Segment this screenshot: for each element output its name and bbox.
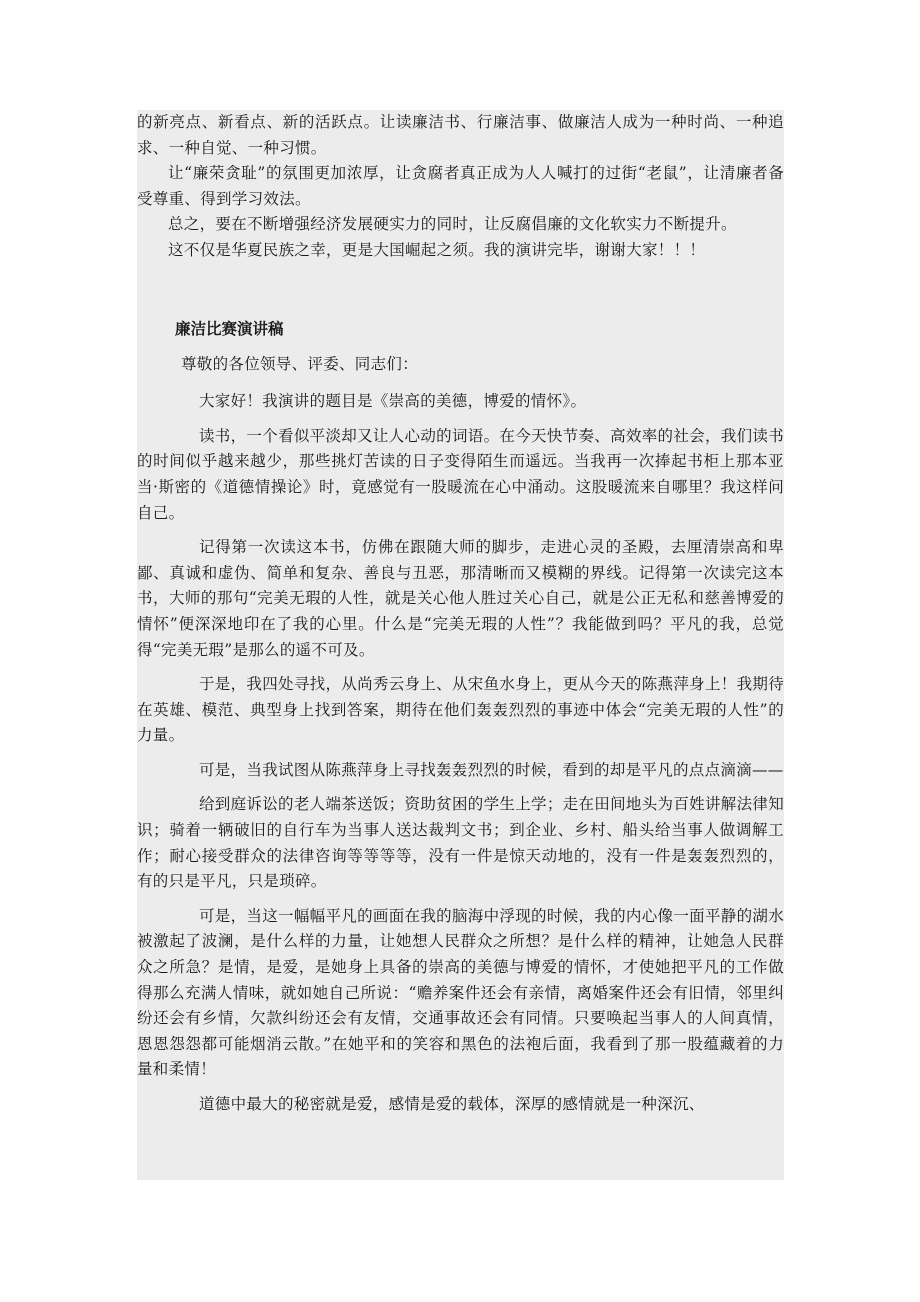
body-paragraph: 这不仅是华夏民族之幸，更是大国崛起之须。我的演讲完毕，谢谢大家！！！ <box>168 240 706 259</box>
body-paragraph: 让“廉荣贪耻”的氛围更加浓厚，让贪腐者真正成为人人喊打的过街“老鼠”，让清廉者备受尊重、得到学习效法。 <box>137 164 784 208</box>
previous-speech-ending <box>137 110 784 264</box>
body-paragraph: 道德中最大的秘密就是爱，感情是爱的载体，深厚的感情就是一种深沉、 <box>199 1095 705 1113</box>
speech-salutation: 尊敬的各位领导、评委、同志们： <box>181 354 419 373</box>
body-paragraph: 大家好！我演讲的题目是《崇高的美德，博爱的情怀》。 <box>199 392 587 411</box>
speech-title: 廉洁比赛演讲稿 <box>175 319 284 338</box>
body-paragraph: 读书，一个看似平淡却又让人心动的词语。在今天快节奏、高效率的社会，我们读书的时间似乎越来越少，那些挑灯苦读的日子变得陌生而遥远。当我再一次捧起书柜上那本亚当·斯密的《道德情操论》时，竟感觉有一股暖流在心中涌动。这股暖流来自哪里？我这样问自己。 <box>137 426 784 522</box>
body-paragraph: 于是，我四处寻找，从尚秀云身上、从宋鱼水身上，更从今天的陈燕萍身上！我期待在英雄、模范、典型身上找到答案，期待在他们轰轰烈烈的事迹中体会“完美无瑕的人性”的力量。 <box>137 675 784 745</box>
document-page <box>137 110 784 1180</box>
body-paragraph: 记得第一次读这本书，仿佛在跟随大师的脚步，走进心灵的圣殿，去厘清崇高和卑鄙、真诚和虚伪、简单和复杂、善良与丑恶，那清晰而又模糊的界线。记得第一次读完这本书，大师的那句“完美无瑕的人性，就是关心他人胜过关心自己，就是公正无私和慈善博爱的情怀”便深深地印在了我的心里。什么是“完美无瑕的人性”？我能做到吗？平凡的我，总觉得“完美无瑕”是那么的遥不可及。 <box>137 538 784 659</box>
body-paragraph: 的新亮点、新看点、新的活跃点。让读廉洁书、行廉洁事、做廉洁人成为一种时尚、一种追求、一种自觉、一种习惯。 <box>137 113 784 157</box>
body-paragraph: 可是，当我试图从陈燕萍身上寻找轰轰烈烈的时候，看到的却是平凡的点点滴滴—— <box>199 760 784 779</box>
body-paragraph: 可是，当这一幅幅平凡的画面在我的脑海中浮现的时候，我的内心像一面平静的湖水被激起了波澜，是什么样的力量，让她想人民群众之所想？是什么样的精神，让她急人民群众之所急？是情，是爱，是她身上具备的崇高的美德与博爱的情怀，才使她把平凡的工作做得那么充满人情味，就如她自己所说：“赡养案件还会有亲情，离婚案件还会有旧情，邻里纠纷还会有乡情，欠款纠纷还会有友情，交通事故还会有同情。只要唤起当事人的人间真情，恩恩怨怨都可能烟消云散。”在她平和的笑容和黑色的法袍后面，我看到了那一股蕴藏着的力量和柔情！ <box>137 906 784 1079</box>
body-paragraph: 总之，要在不断增强经济发展硬实力的同时，让反腐倡廉的文化软实力不断提升。 <box>168 215 737 234</box>
body-paragraph: 给到庭诉讼的老人端茶送饭；资助贫困的学生上学；走在田间地头为百姓讲解法律知识；骑着一辆破旧的自行车为当事人送达裁判文书；到企业、乡村、船头给当事人做调解工作；耐心接受群众的法律咨询等等等等，没有一件是惊天动地的，没有一件是轰轰烈烈的，有的只是平凡，只是琐碎。 <box>137 795 784 891</box>
speech-section <box>137 316 784 1118</box>
